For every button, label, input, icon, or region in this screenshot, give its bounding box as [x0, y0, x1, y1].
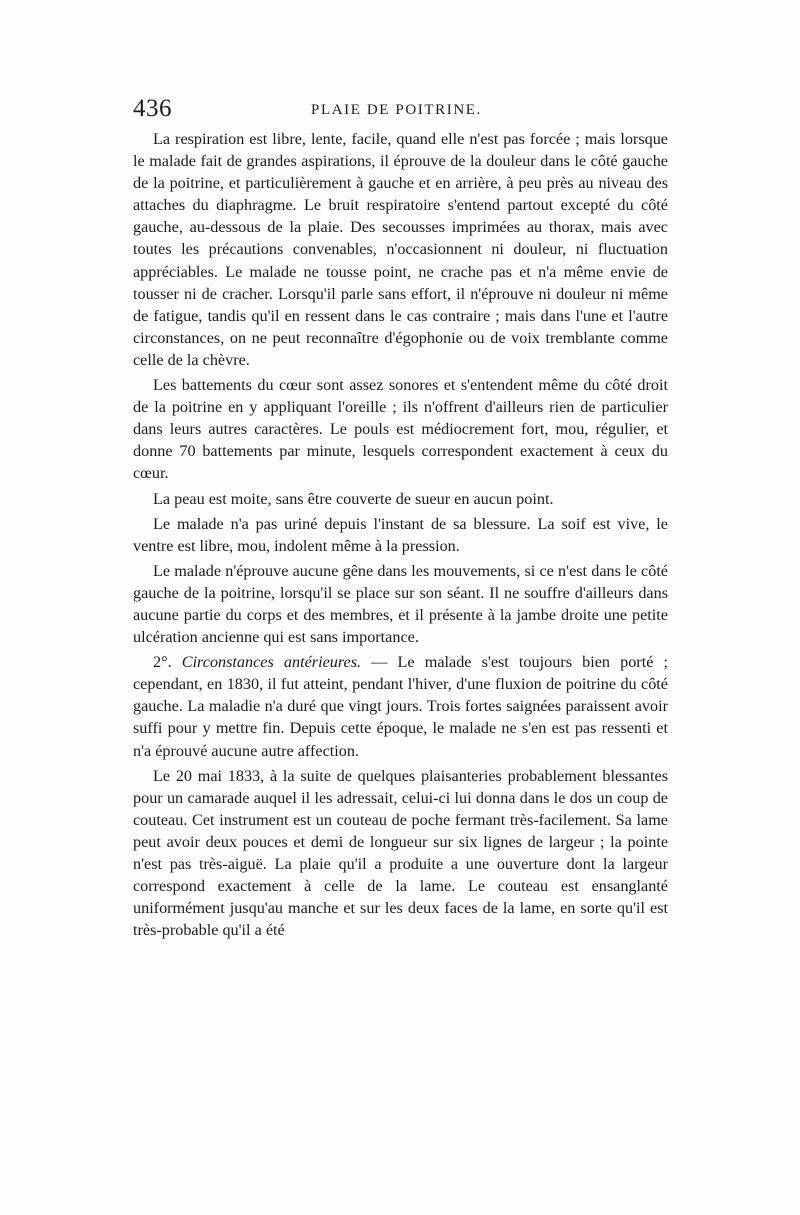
paragraph-respiration: La respiration est libre, lente, facile, quand elle n'est pas forcée ; mais lorsque le malade fait de grandes aspirations, il éprouve de la douleur dans le côté gauche de la poitrine, et particulièrement à gauche et en arrière, à peu près au niveau des attaches du diaphragme. Le bruit respiratoire s'entend partout excepté du côté gauche, au-dessous de la plaie. Des secousses imprimées au thorax, mais avec toutes les précautions convenables, n'occasionnent ni douleur, ni fluctuation appréciables. Le malade ne tousse point, ne crache pas et n'a même envie de tousser ni de cracher. Lorsqu'il parle sans effort, il n'éprouve ni douleur ni même de fatigue, tandis qu'il en ressent dans le cas contraire ; mais dans l'une et l'autre circonstances, on ne peut reconnaître d'égophonie ou de voix tremblante comme celle de la chèvre.	[133, 130, 668, 369]
page-number: 436	[133, 95, 172, 122]
paragraph-skin: La peau est moite, sans être couverte de sueur en aucun point.	[153, 489, 554, 508]
paragraph-prior-circumstances	[133, 651, 668, 761]
running-title: PLAIE DE POITRINE.	[311, 102, 482, 118]
paragraph-incident: Le 20 mai 1833, à la suite de quelques plaisanteries probablement blessantes pour un camarade auquel il les adressait, celui-ci lui donna dans le dos un coup de couteau. Cet instrument est un couteau de poche fermant très-facilement. Sa lame peut avoir deux pouces et demi de longueur sur six lignes de largeur ; la pointe n'est pas très-aiguë. La plaie qu'il a produite a une ouverture dont la largeur correspond exactement à celle de la lame. Le couteau est ensanglanté uniformément jusqu'au manche et sur les deux faces de la lame, en sorte qu'il est très-probable qu'il a été	[133, 766, 668, 940]
running-header	[133, 94, 668, 124]
body-text	[133, 128, 668, 944]
section-title: Circonstances antérieures.	[181, 653, 362, 672]
paragraph-urine: Le malade n'a pas uriné depuis l'instant de sa blessure. La soif est vive, le ventre est libre, mou, indolent même à la pression.	[133, 514, 668, 555]
paragraph-heartbeat: Les battements du cœur sont assez sonores et s'entendent même du côté droit de la poitrine en y appliquant l'oreille ; ils n'offrent d'ailleurs rien de particulier dans leurs autres caractères. Le pouls est médiocrement fort, mou, régulier, et donne 70 battements par minute, lesquels correspondent exactement à ceux du cœur.	[133, 376, 668, 483]
section-text: — Le malade s'est toujours bien porté ; cependant, en 1830, il fut atteint, pendant l'hiver, d'une fluxion de poitrine du côté gauche. La maladie n'a duré que vingt jours. Trois fortes saignées paraissent avoir suffi pour y mettre fin. Depuis cette époque, le malade ne s'en est pas ressenti et n'a éprouvé aucune autre affection.	[133, 653, 669, 760]
section-number: 2°.	[153, 653, 172, 672]
paragraph-movement: Le malade n'éprouve aucune gêne dans les mouvements, si ce n'est dans le côté gauche de la poitrine, lorsqu'il se place sur son séant. Il ne souffre d'ailleurs dans aucune partie du corps et des membres, et il présente à la jambe droite une petite ulcération ancienne qui est sans importance.	[133, 561, 668, 647]
